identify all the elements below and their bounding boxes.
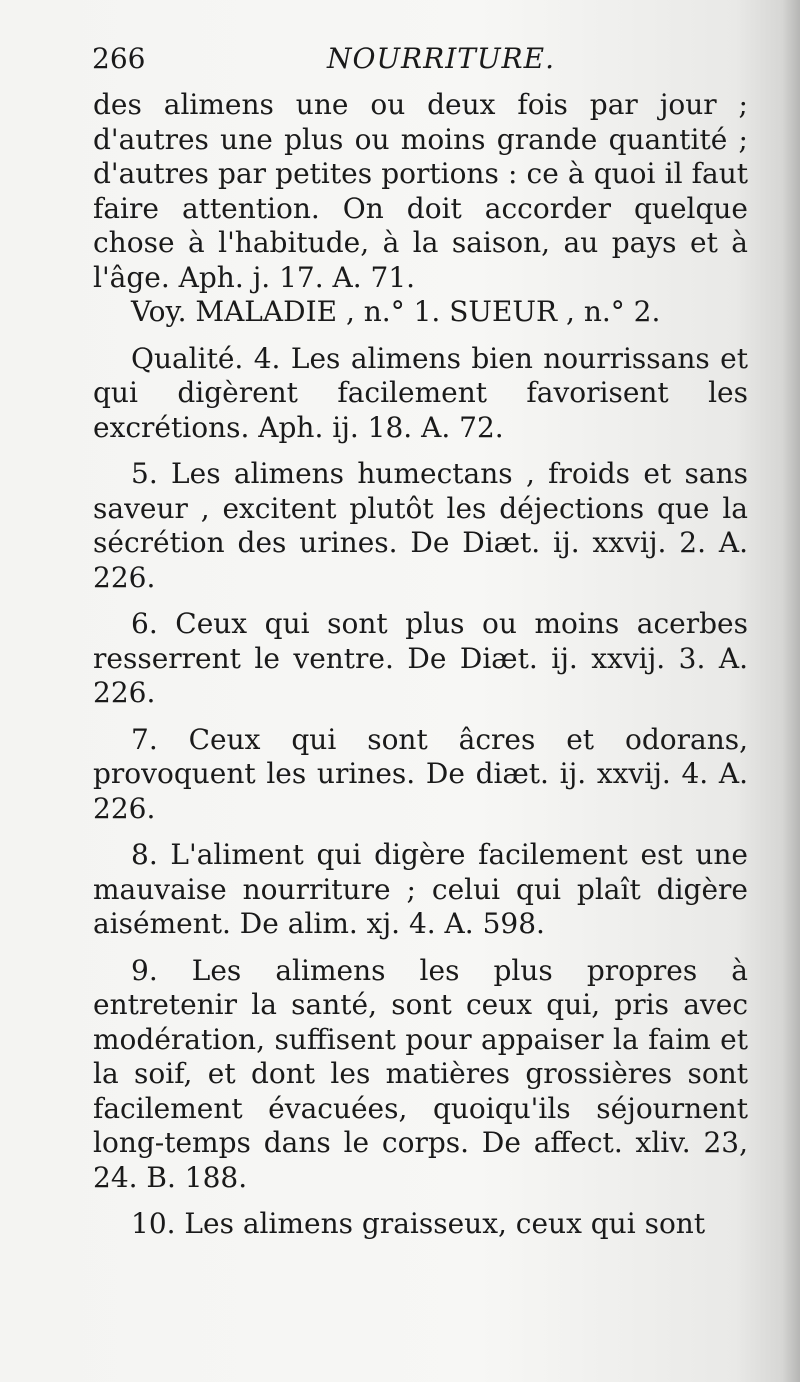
paragraph-6: 6. Ceux qui sont plus ou moins acerbes resserrent le ventre. De Diæt. ij. xxvij. 3. A. 226. [93, 607, 748, 709]
paragraph-10: 10. Les alimens graisseux, ceux qui sont [131, 1207, 706, 1240]
paragraph-8: 8. L'aliment qui digère facilement est une mauvaise nourriture ; celui qui plaît digère aisément. De alim. xj. 4. A. 598. [93, 838, 748, 940]
running-title: NOURRITURE. [327, 42, 555, 75]
page-header [92, 42, 752, 86]
paragraph-7: 7. Ceux qui sont âcres et odorans, provoquent les urines. De diæt. ij. xxvij. 4. A. 226. [93, 722, 748, 825]
paragraph-see-also: Voy. MALADIE , n.° 1. SUEUR , n.° 2. [131, 295, 661, 328]
paragraph-9: 9. Les alimens les plus propres à entretenir la santé, sont ceux qui, pris avec modération, suffisent pour appaiser la faim et la soif, et dont les matières grossières sont facilement évacuées, quoiqu'ils séjournent long-temps dans le corps. De affect. xliv. 23, 24. B. 188. [93, 953, 748, 1194]
page-edge-shadow [782, 0, 800, 1382]
page-number: 266 [92, 42, 146, 75]
body-text [93, 88, 748, 1242]
paragraph-qualite-4: Qualité. 4. Les alimens bien nourrissans et qui digèrent facilement favorisent les excrétions. Aph. ij. 18. A. 72. [93, 341, 748, 444]
paragraph-5: 5. Les alimens humectans , froids et sans saveur , excitent plutôt les déjections que la sécrétion des urines. De Diæt. ij. xxvij. 2. A. 226. [93, 457, 748, 594]
paragraph-continuation: des alimens une ou deux fois par jour ; d'autres une plus ou moins grande quantité ; d'autres par petites portions : ce à quoi il faut faire attention. On doit accorder quelque chose à l'habitude, à la saison, au pays et à l'âge. Aph. j. 17. A. 71. [93, 88, 748, 294]
